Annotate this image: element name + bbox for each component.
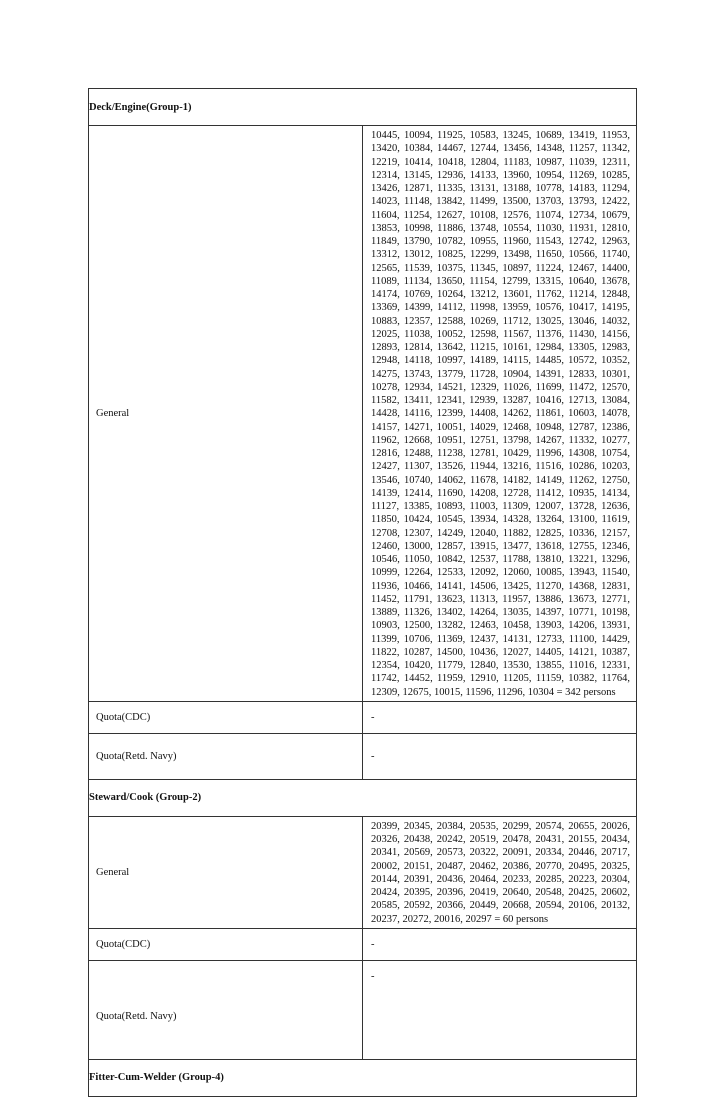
group-title: Deck/Engine(Group-1) bbox=[89, 89, 637, 126]
table-row bbox=[89, 733, 637, 779]
row-value: - bbox=[363, 928, 637, 960]
row-label: Quota(CDC) bbox=[89, 701, 363, 733]
group-title: Steward/Cook (Group-2) bbox=[89, 779, 637, 816]
table-row bbox=[89, 960, 637, 1059]
table-row bbox=[89, 816, 637, 928]
group-header-row bbox=[89, 779, 637, 816]
row-value: - bbox=[363, 701, 637, 733]
group-header-row bbox=[89, 1059, 637, 1096]
group-header-row bbox=[89, 89, 637, 126]
row-label: Quota(Retd. Navy) bbox=[89, 960, 363, 1059]
row-value bbox=[363, 960, 637, 1059]
row-label: General bbox=[89, 126, 363, 702]
row-value: - bbox=[363, 733, 637, 779]
table-row bbox=[89, 928, 637, 960]
roll-numbers: 10445, 10094, 11925, 10583, 13245, 10689, 13419, 11953, 13420, 10384, 14467, 12744, 13456, 14348, 11257, 11342, 12219, 10414, 10418, 12804, 11183, 10987, 11039, 12311, 12314, 13145, 12936, 14133, 13960, 10954, 11269, 10285, 13426, 12871, 11335, 13131, 13188, 10778, 14183, 11294, 14023, 11148, 13842, 11499, 13500, 13703, 13793, 12422, 11604, 11254, 12627, 10108, 12576, 11074, 12734, 10679, 13853, 10998, 11886, 13748, 10554, 11030, 11931, 12810, 11849, 13790, 10782, 10955, 11960, 11543, 12742, 12963, 13312, 13012, 10825, 12299, 13498, 11650, 10566, 11740, 12565, 11539, 10375, 11345, 10897, 11224, 12467, 14400, 11089, 11134, 13650, 11154, 12799, 13315, 10640, 13678, 14174, 10769, 10264, 13212, 13601, 11762, 11214, 12848, 13369, 14399, 14112, 11998, 13959, 10576, 10417, 14195, 10883, 12357, 12588, 10269, 11712, 13025, 13046, 14032, 12025, 11038, 10052, 12598, 11567, 11376, 11430, 14156, 12893, 12814, 13642, 11215, 10161, 12984, 13305, 12983, 12948, 14118, 10997, 14189, 14115, 14485, 10572, 10352, 14275, 13743, 13779, 11728, 10904, 14391, 12833, 10301, 10278, 12934, 14521, 12329, 11026, 11699, 11472, 12570, 11582, 13411, 12341, 12939, 13287, 10416, 12713, 13084, 14428, 14116, 12399, 14408, 14262, 11861, 10603, 14078, 14157, 14271, 10051, 14029, 12468, 10948, 12787, 12386, 11962, 12668, 10951, 12751, 13798, 14267, 11332, 10277, 12816, 12488, 11238, 12781, 10429, 11996, 14308, 10754, 12427, 11307, 13526, 11944, 13216, 11516, 10286, 10203, 13546, 10740, 14062, 11678, 14182, 14149, 11262, 12750, 14139, 12414, 11690, 14208, 12728, 11412, 10935, 14134, 11127, 13385, 10893, 11003, 11309, 12007, 13728, 12636, 11850, 10424, 10545, 13934, 14328, 13264, 13100, 11619, 12708, 12307, 14249, 12040, 11882, 12825, 10336, 12157, 12460, 13000, 12857, 13915, 13477, 13618, 12755, 12346, 10546, 11050, 10842, 12537, 11788, 13810, 13221, 13296, 10999, 12264, 12533, 12092, 12060, 10085, 13943, 11540, 11936, 10466, 14141, 14506, 13425, 11270, 14368, 12831, 11452, 11791, 13623, 11313, 11957, 13886, 13673, 12771, 13889, 11326, 13402, 14264, 13035, 14397, 10771, 10198, 10903, 12500, 13282, 12463, 10458, 13903, 14206, 13931, 11399, 10706, 11369, 12437, 14131, 12733, 11100, 14429, 11822, 10287, 14500, 10436, 12027, 14405, 14121, 10387, 12354, 10420, 11779, 12840, 13530, 13855, 11016, 12331, 11742, 14452, 11959, 12910, 11205, 11159, 10382, 11764, 12309, 12675, 10015, 11596, 11296, 10304 = 342 persons bbox=[363, 126, 637, 702]
row-label: Quota(Retd. Navy) bbox=[89, 733, 363, 779]
group-title: Fitter-Cum-Welder (Group-4) bbox=[89, 1059, 637, 1096]
roll-numbers: 20399, 20345, 20384, 20535, 20299, 20574, 20655, 20026, 20326, 20438, 20242, 20519, 20478, 20431, 20155, 20434, 20341, 20569, 20573, 20322, 20091, 20334, 20446, 20717, 20002, 20151, 20487, 20462, 20386, 20770, 20495, 20325, 20144, 20391, 20436, 20464, 20233, 20285, 20223, 20304, 20424, 20395, 20396, 20419, 20640, 20548, 20425, 20602, 20585, 20592, 20366, 20449, 20668, 20594, 20106, 20132, 20237, 20272, 20016, 20297 = 60 persons bbox=[363, 816, 637, 928]
row-label: Quota(CDC) bbox=[89, 928, 363, 960]
results-table bbox=[88, 88, 637, 1097]
table-row bbox=[89, 701, 637, 733]
row-label: General bbox=[89, 816, 363, 928]
table-row bbox=[89, 126, 637, 702]
dash-value: - bbox=[371, 970, 375, 982]
